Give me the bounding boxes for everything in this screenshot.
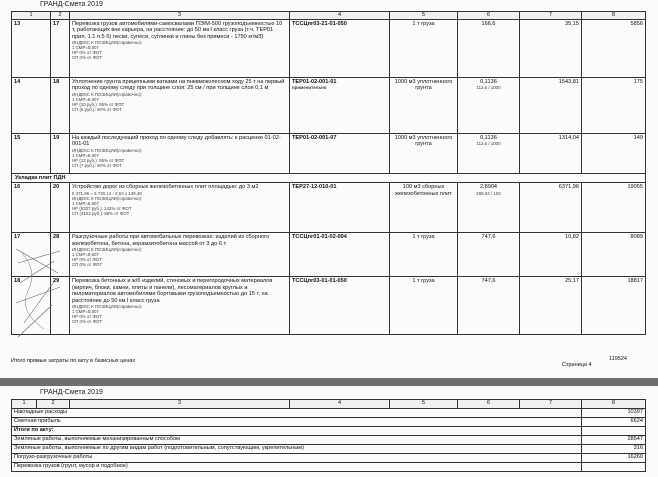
rate-code bbox=[290, 78, 390, 134]
work-note: НР (10 руб.): 95% от ФОТ bbox=[72, 101, 125, 107]
table-row bbox=[12, 78, 646, 134]
unit: 1000 м3 уплотненного грунта bbox=[390, 134, 458, 174]
column-number: 2 bbox=[51, 12, 70, 20]
summary-label: Итоги по акту: bbox=[12, 427, 582, 436]
work-title: На каждый последующий проход по одному следу добавлять: к расценке 01-02-001-01 bbox=[72, 135, 281, 148]
unit: 1 т груза bbox=[390, 277, 458, 335]
quantity bbox=[458, 277, 520, 335]
work-note: СП (4152 руб.): 95% от ФОТ bbox=[72, 211, 130, 217]
work-note: 1 СМР=8,607 bbox=[72, 200, 99, 206]
table-row bbox=[12, 277, 646, 335]
summary-row bbox=[12, 418, 646, 427]
unit-price: 1543,81 bbox=[520, 78, 582, 134]
work-note: НР (12 руб.): 95% от ФОТ bbox=[72, 157, 125, 163]
section-title: Укладка плит ПДН bbox=[12, 174, 646, 183]
work-note: ИНДЕКС К ПОЗИЦИИ(справочно): bbox=[72, 195, 143, 201]
work-note: СП (7 руб.): 50% от ФОТ bbox=[72, 163, 122, 169]
work-note: ИНДЕКС К ПОЗИЦИИ(справочно): bbox=[72, 304, 143, 310]
unit: 1 т груза bbox=[390, 233, 458, 277]
summary-value: 28547 bbox=[582, 436, 646, 445]
summary-value bbox=[582, 463, 646, 472]
summary-row bbox=[12, 427, 646, 436]
summary-row bbox=[12, 436, 646, 445]
row-number: 13 bbox=[12, 20, 51, 78]
work-note: ИНДЕКС К ПОЗИЦИИ(справочно): bbox=[72, 147, 143, 153]
rate-code-value: ТССЦпг01-01-02-004 bbox=[292, 234, 347, 241]
summary-label: Перевозка грузов (грунт, мусор и подобное) bbox=[12, 463, 582, 472]
unit-price: 35,15 bbox=[520, 20, 582, 78]
rate-code-note: применительно bbox=[292, 85, 327, 91]
quantity bbox=[458, 78, 520, 134]
unit: 1 т груза bbox=[390, 20, 458, 78]
page-label: Страница 4 bbox=[562, 362, 592, 368]
table-row bbox=[12, 233, 646, 277]
column-number: 8 bbox=[582, 12, 646, 20]
summary-label: Накладные расходы bbox=[12, 409, 582, 418]
row-number: 18 bbox=[12, 277, 51, 335]
work-note: 1 СМР=8,607 bbox=[72, 96, 99, 102]
work-description bbox=[70, 277, 290, 335]
summary-row bbox=[12, 463, 646, 472]
quantity-value: 166,6 bbox=[481, 21, 496, 27]
work-description bbox=[70, 233, 290, 277]
summary-row bbox=[12, 445, 646, 454]
page-separator bbox=[0, 378, 658, 386]
summary-value: 10397 bbox=[582, 409, 646, 418]
column-number: 2 bbox=[37, 400, 70, 409]
summary-row bbox=[12, 454, 646, 463]
position-number: 17 bbox=[51, 20, 70, 78]
quantity-note: 289,04 / 100 bbox=[476, 190, 501, 196]
work-title: Перевозка бетонных и ж/б изделий, стеновых и перегородочных материалов (кирпич, блоки, камни, плиты и панели), лесоматериалов круглых и пиломатериалов автомобилями бортовыми грузоподъемностью до 15 т, на расстояние до 50 км I класс груза bbox=[72, 278, 273, 304]
work-note: 1 СМР=8,607 bbox=[72, 252, 99, 258]
document-page-2 bbox=[0, 386, 658, 477]
table-row bbox=[12, 134, 646, 174]
work-description bbox=[70, 134, 290, 174]
unit-price: 1314,04 bbox=[520, 134, 582, 174]
footer-total-value: 119524 bbox=[609, 356, 627, 362]
summary-label: Земляные работы, выполняемые по другим видам работ (подготовительным, сопутствующим, укрепительным) bbox=[12, 445, 582, 454]
work-note: 1 СМР=8,607 bbox=[72, 152, 99, 158]
rate-code-value: ТЕР27-12-010-01 bbox=[292, 184, 337, 191]
rate-code-value: ТЕР01-02-001-01 bbox=[292, 79, 337, 85]
column-number: 5 bbox=[390, 12, 458, 20]
position-number: 28 bbox=[51, 233, 70, 277]
column-number-row bbox=[12, 400, 646, 409]
work-note: СП (5 руб.): 50% от ФОТ bbox=[72, 107, 122, 113]
work-description bbox=[70, 78, 290, 134]
column-number: 4 bbox=[290, 12, 390, 20]
summary-label: Погрузо-разгрузочные работы bbox=[12, 454, 582, 463]
total-cost: 175 bbox=[582, 78, 646, 134]
work-note: СП 0% от ФОТ bbox=[72, 319, 103, 325]
position-number: 20 bbox=[51, 183, 70, 233]
quantity-value: 0,1136 bbox=[480, 79, 497, 85]
quantity bbox=[458, 134, 520, 174]
column-number: 5 bbox=[390, 400, 458, 409]
quantity-note: 113,6 / 1000 bbox=[476, 85, 501, 91]
footer-total-label: Итого прямые затраты по акту в базисных ценах bbox=[11, 358, 136, 364]
work-note: НР 0% от ФОТ bbox=[72, 50, 102, 56]
handwritten-signature-mark bbox=[14, 243, 62, 343]
work-note: 1 СМР=8,607 bbox=[72, 45, 99, 51]
row-number: 14 bbox=[12, 78, 51, 134]
rate-code bbox=[290, 233, 390, 277]
total-cost: 19055 bbox=[582, 183, 646, 233]
row-number: 16 bbox=[12, 183, 51, 233]
rate-code-value: ТССЦпг03-01-01-050 bbox=[292, 278, 347, 285]
work-title: Уплотнение грунта прицепными катками на пневмоколесном ходу 25 т на первый проход по одному следу при толщине слоя: 25 см / при толщине слоя 0,1 м bbox=[72, 79, 285, 92]
row-number: 17 bbox=[12, 233, 51, 277]
work-title: Перевозка грузов автомобилями-самосвалами ПЭ/М-500 грузоподъемностью 10 т, работающих вне карьера, на расстояние: до 50 км I класс груза (т.ч. ТЕР01 прил. 1.1 п.5 б) пески, супеси, суглинки и глины без примеси - 1750 кг/м3) bbox=[72, 21, 283, 40]
column-number: 1 bbox=[12, 400, 37, 409]
work-note: НР 0% от ФОТ bbox=[72, 314, 102, 320]
rate-code bbox=[290, 277, 390, 335]
work-title: Разгрузочные работы при автомобильных перевозках: изделий из сборного железобетона, бетона, керамзитобетона массой от 3 до 6 т bbox=[72, 234, 270, 247]
row-number: 15 bbox=[12, 134, 51, 174]
table-row bbox=[12, 20, 646, 78]
total-cost: 5856 bbox=[582, 20, 646, 78]
quantity-value: 747,6 bbox=[481, 278, 496, 285]
unit-price: 25,17 bbox=[520, 277, 582, 335]
column-number: 7 bbox=[520, 400, 582, 409]
column-number: 1 bbox=[12, 12, 51, 20]
page-header: ГРАНД-Смета 2019 bbox=[40, 1, 103, 8]
work-note: 1 СМР=8,607 bbox=[72, 309, 99, 315]
summary-value: 16260 bbox=[582, 454, 646, 463]
column-number: 8 bbox=[582, 400, 646, 409]
position-number: 19 bbox=[51, 134, 70, 174]
column-number: 7 bbox=[520, 12, 582, 20]
work-note: ИНДЕКС К ПОЗИЦИИ(справочно): bbox=[72, 91, 143, 97]
rate-code bbox=[290, 20, 390, 78]
total-cost: 149 bbox=[582, 134, 646, 174]
quantity bbox=[458, 20, 520, 78]
summary-table bbox=[11, 399, 646, 472]
column-number: 6 bbox=[458, 400, 520, 409]
quantity bbox=[458, 183, 520, 233]
work-note: 5 371,96 = 6 730,14 - 2,53 x 149,48 bbox=[72, 190, 142, 196]
work-note: ИНДЕКС К ПОЗИЦИИ(справочно): bbox=[72, 247, 143, 253]
total-cost: 18817 bbox=[582, 277, 646, 335]
summary-value: 6624 bbox=[582, 418, 646, 427]
summary-value bbox=[582, 427, 646, 436]
rate-code bbox=[290, 183, 390, 233]
unit-price: 6371,96 bbox=[520, 183, 582, 233]
summary-value: 316 bbox=[582, 445, 646, 454]
quantity bbox=[458, 233, 520, 277]
column-number: 4 bbox=[290, 400, 390, 409]
position-number: 18 bbox=[51, 78, 70, 134]
summary-row bbox=[12, 409, 646, 418]
column-number: 3 bbox=[70, 400, 290, 409]
estimate-table bbox=[11, 11, 646, 335]
summary-label: Земляные работы, выполняемые механизированным способом bbox=[12, 436, 582, 445]
work-note: СП 0% от ФОТ bbox=[72, 55, 103, 61]
quantity-value: 747,6 bbox=[481, 234, 496, 241]
work-title: Устройство дорог из сборных железобетонных плит площадью: до 3 м2 bbox=[72, 184, 259, 191]
quantity-value: 0,1136 bbox=[480, 135, 497, 141]
quantity-note: 113,6 / 1000 bbox=[476, 141, 501, 147]
summary-label: Сметная прибыль bbox=[12, 418, 582, 427]
rate-code-value: ТССЦпг03-21-01-050 bbox=[292, 21, 347, 27]
rate-code-value: ТЕР01-02-001-07 bbox=[292, 135, 337, 141]
column-number: 3 bbox=[70, 12, 290, 20]
section-row bbox=[12, 174, 646, 183]
work-note: ИНДЕКС К ПОЗИЦИИ(справочно): bbox=[72, 40, 143, 46]
page-2-header: ГРАНД-Смета 2019 bbox=[40, 389, 103, 396]
work-description bbox=[70, 20, 290, 78]
work-description bbox=[70, 183, 290, 233]
table-row bbox=[12, 183, 646, 233]
unit: 100 м3 сборных железобетонных плит bbox=[390, 183, 458, 233]
unit: 1000 м3 уплотненного грунта bbox=[390, 78, 458, 134]
rate-code bbox=[290, 134, 390, 174]
position-number: 29 bbox=[51, 277, 70, 335]
total-cost: 8089 bbox=[582, 233, 646, 277]
work-note: СП 0% от ФОТ bbox=[72, 262, 103, 268]
unit-price: 10,82 bbox=[520, 233, 582, 277]
column-number: 6 bbox=[458, 12, 520, 20]
work-note: НР 0% от ФОТ bbox=[72, 257, 102, 263]
work-note: НР (6207 руб.): 142% от ФОТ bbox=[72, 206, 132, 212]
column-number-row bbox=[12, 12, 646, 20]
quantity-value: 2,8904 bbox=[479, 184, 498, 191]
